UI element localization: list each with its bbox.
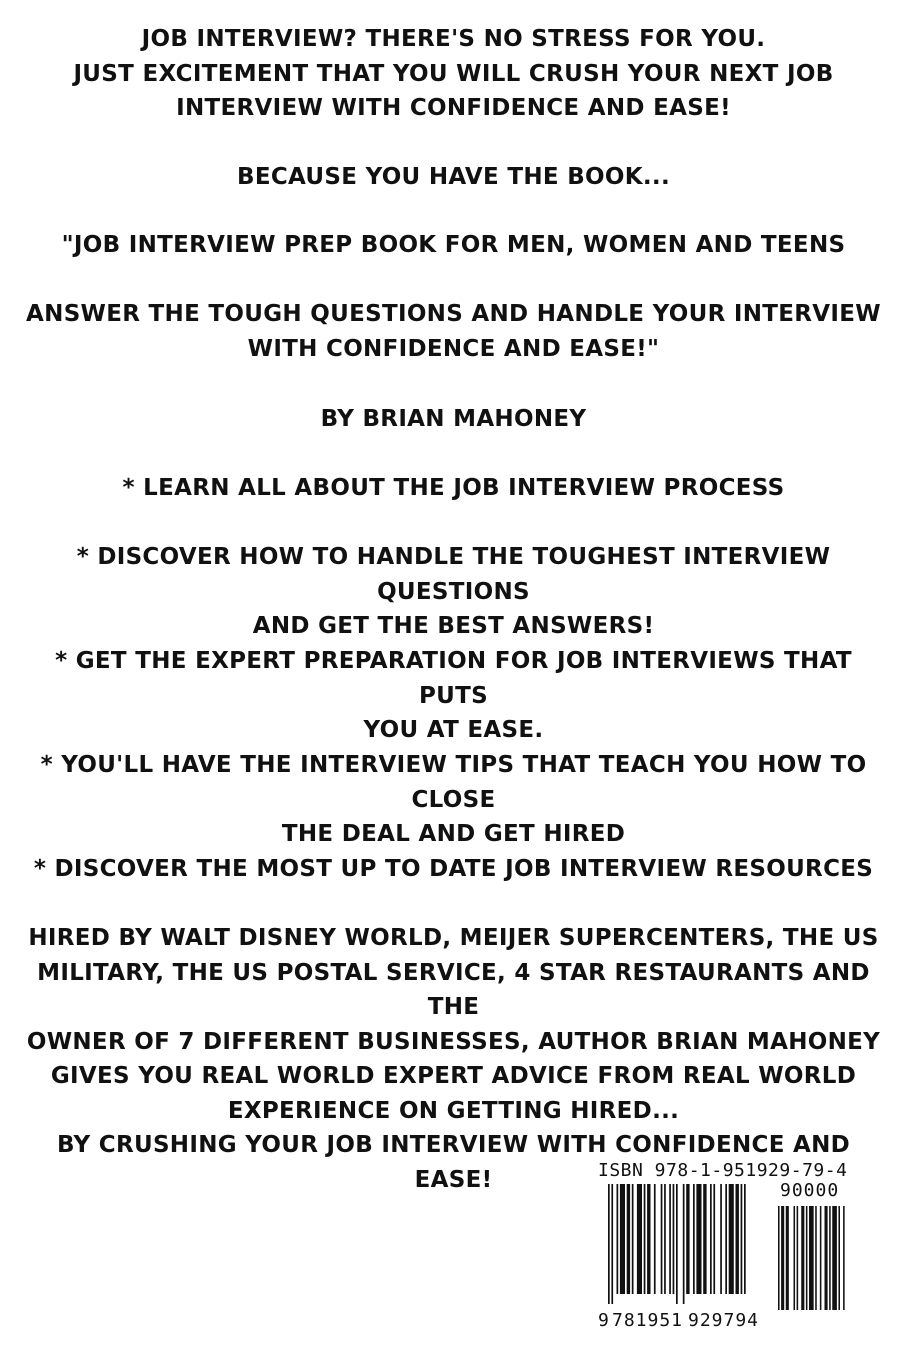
barcode-bar (741, 1184, 743, 1294)
barcode-bar (686, 1184, 689, 1294)
addon-bar (832, 1206, 837, 1310)
barcode-bar (661, 1184, 663, 1294)
addon-bar (809, 1206, 814, 1310)
bullet-learn: * LEARN ALL ABOUT THE JOB INTERVIEW PROCESS (122, 475, 785, 501)
barcode-bar (676, 1184, 678, 1304)
barcode-bar (632, 1184, 634, 1294)
barcode-bar (673, 1184, 675, 1294)
barcode-bar (608, 1184, 610, 1304)
addon-bar (786, 1206, 789, 1310)
barcode-bar (683, 1184, 685, 1304)
bullet-expert-preparation: * GET THE EXPERT PREPARATION FOR JOB INTERVIEWS THAT PUTS YOU AT EASE. (55, 648, 852, 743)
ean-left-digits: 781951 (612, 1310, 684, 1331)
addon-bar (820, 1206, 822, 1310)
barcode-bar (617, 1184, 619, 1294)
addon-bar (794, 1206, 796, 1310)
book-title-line: "JOB INTERVIEW PREP BOOK FOR MEN, WOMEN AND TEENS (61, 232, 846, 258)
barcode-bar (647, 1184, 650, 1294)
bullet-resources: * DISCOVER THE MOST UP TO DATE JOB INTERVIEW RESOURCES (33, 856, 874, 882)
author-byline: BY BRIAN MAHONEY (320, 406, 587, 432)
isbn-label: ISBN 978-1-951929-79-4 (598, 1160, 848, 1181)
barcode-bar (620, 1184, 625, 1294)
barcode-bar (637, 1184, 642, 1294)
ean-barcode-bars (608, 1184, 768, 1310)
bullet-discover-questions: * DISCOVER HOW TO HANDLE THE TOUGHEST INTERVIEW QUESTIONS AND GET THE BEST ANSWERS! (76, 544, 831, 639)
barcode-bar (693, 1184, 695, 1294)
barcode-bar (669, 1184, 671, 1294)
price-code: 90000 (780, 1180, 840, 1201)
ean-right-digits: 929794 (688, 1310, 760, 1331)
addon-bar (806, 1206, 808, 1310)
addon-bar (838, 1206, 840, 1310)
addon-bar (778, 1206, 780, 1310)
price-addon-bars (778, 1206, 852, 1310)
barcode-bar (713, 1184, 715, 1294)
barcode-bar (654, 1184, 656, 1294)
barcode-bar (725, 1184, 727, 1294)
addon-bar (815, 1206, 817, 1310)
book-subtitle: ANSWER THE TOUGH QUESTIONS AND HANDLE YOUR INTERVIEW WITH CONFIDENCE AND EASE!" (26, 301, 881, 362)
barcode-bar (720, 1184, 722, 1294)
barcode-bar (664, 1184, 666, 1294)
barcode-bar (736, 1184, 739, 1294)
isbn-barcode (596, 1160, 858, 1340)
addon-bar (843, 1206, 845, 1310)
addon-bar (781, 1206, 784, 1310)
barcode-bar (729, 1184, 734, 1294)
ean-digits (598, 1310, 764, 1332)
intro-paragraph: JOB INTERVIEW? THERE'S NO STRESS FOR YOU. JUST EXCITEMENT THAT YOU WILL CRUSH YOUR NEXT JOB INTERVIEW WITH CONFIDENCE AND EASE! (73, 26, 834, 121)
bullet-interview-tips: * YOU'LL HAVE THE INTERVIEW TIPS THAT TEACH YOU HOW TO CLOSE THE DEAL AND GET HIRED (40, 752, 867, 847)
ean-lead-digit: 9 (598, 1310, 609, 1331)
addon-bar (829, 1206, 831, 1310)
barcode-bar (611, 1184, 613, 1304)
barcode-bar (696, 1184, 701, 1294)
barcode-bar (703, 1184, 706, 1294)
barcode-bar (644, 1184, 646, 1294)
addon-bar (825, 1206, 828, 1310)
barcode-bar (627, 1184, 630, 1294)
author-bio-paragraph: HIRED BY WALT DISNEY WORLD, MEIJER SUPERCENTERS, THE US MILITARY, THE US POSTAL SERVICE, 4 STAR RESTAURANTS AND THE OWNER OF 7 DIFFERENT BUSINESSES, AUTHOR BRIAN MAHONEY GIVES YOU REAL WORLD EXPERT ADVICE FROM REAL WORLD EXPERIENCE ON GETTING HIRED... BY CRUSHING YOUR JOB INTERVIEW WITH CONFIDENCE AND EASE! (26, 925, 881, 1193)
barcode-bar (744, 1184, 746, 1294)
barcode-bar (710, 1184, 712, 1294)
addon-bar (801, 1206, 804, 1310)
because-line: BECAUSE YOU HAVE THE BOOK... (237, 164, 670, 190)
addon-bar (797, 1206, 799, 1310)
